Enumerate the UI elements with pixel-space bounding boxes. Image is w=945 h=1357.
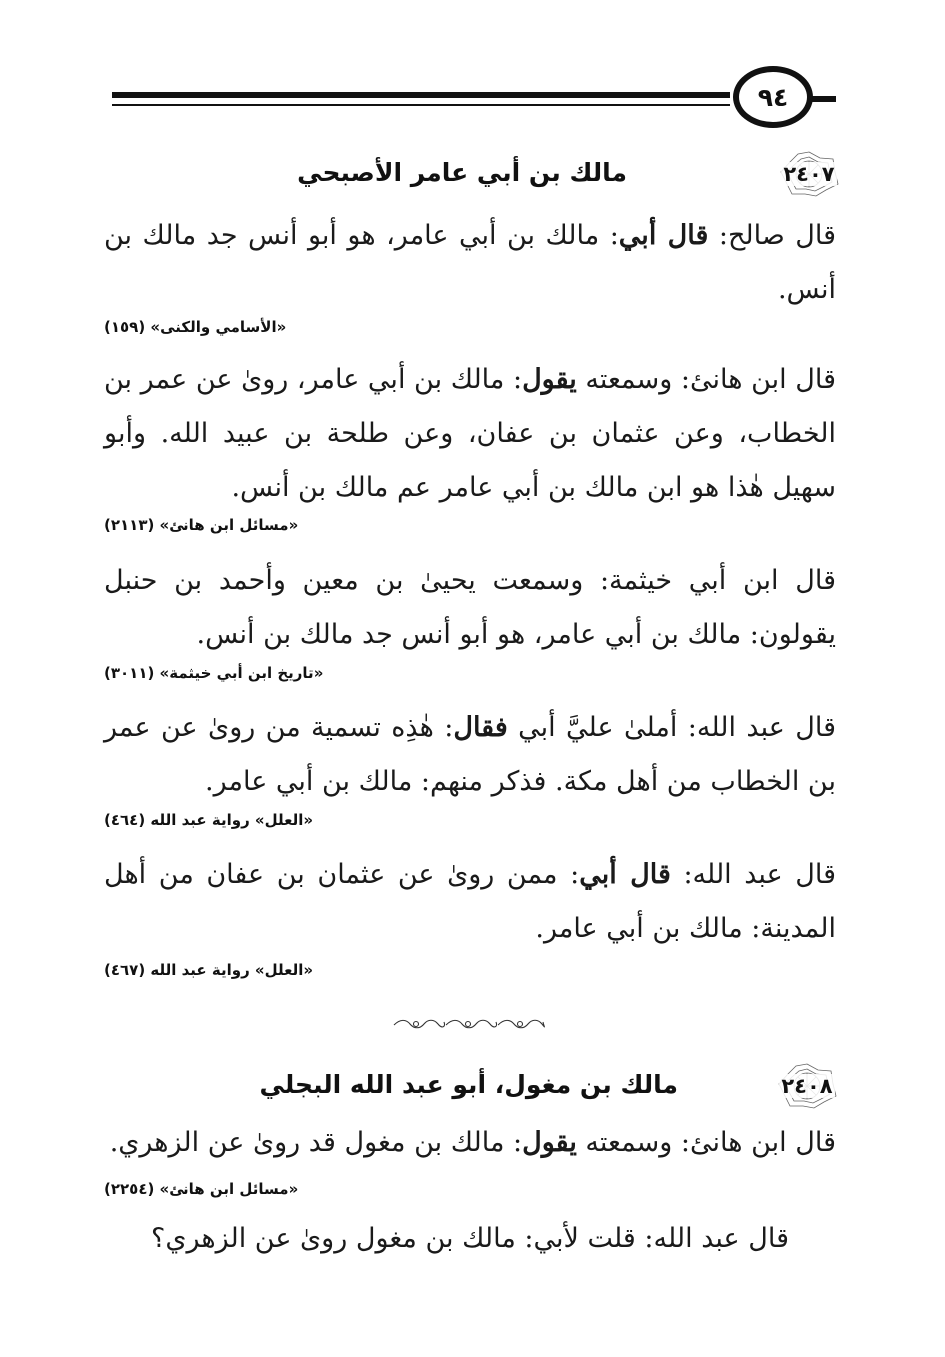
paragraph	[104, 848, 836, 956]
source-reference: «تاريخ ابن أبي خيثمة» (٣٠١١)	[104, 664, 324, 682]
paragraph-text: قال ابن هانئ: وسمعته	[576, 1127, 836, 1158]
paragraph-text: : هٰذِه تسمية من روىٰ عن عمر بن الخطاب من أهل مكة. فذكر منهم: مالك بن أبي عامر.	[104, 712, 836, 797]
paragraph-bold: قال أبي	[579, 859, 671, 890]
paragraph-text: قال صالح:	[708, 220, 836, 251]
entry-number: ٢٤٠٧	[783, 162, 835, 186]
paragraph-text: : مالك بن مغول قد روىٰ عن الزهري.	[109, 1127, 523, 1158]
paragraph-text: قال عبد الله: أملىٰ عليَّ أبي	[507, 712, 836, 743]
paragraph	[104, 1116, 836, 1170]
paragraph	[104, 1212, 836, 1266]
paragraph-text: قال ابن هانئ: وسمعته	[576, 364, 836, 395]
entry-title: مالك بن أبي عامر الأصبحي	[297, 158, 627, 187]
entry-number-badge	[776, 1062, 838, 1110]
paragraph-bold: فقال	[453, 712, 508, 743]
source-reference: «مسائل ابن هانئ» (٢١١٣)	[104, 516, 299, 534]
header-rule	[112, 92, 730, 98]
paragraph	[104, 209, 836, 317]
source-reference: «العلل» رواية عبد الله (٤٦٧)	[104, 961, 314, 979]
entry-title: مالك بن مغول، أبو عبد الله البجلي	[259, 1070, 678, 1099]
paragraph	[104, 554, 836, 662]
paragraph-text: : مالك بن أبي عامر، روىٰ عن عمر بن الخطاب، وعن عثمان بن عفان، وعن طلحة بن عبيد الله. وأبو سهيل هٰذا هو ابن مالك بن أبي عامر عم مالك بن أنس.	[104, 364, 836, 503]
paragraph-text: قال ابن أبي خيثمة: وسمعت يحيىٰ بن معين وأحمد بن حنبل يقولون: مالك بن أبي عامر، هو أبو أنس جد مالك بن أنس.	[104, 565, 836, 650]
paragraph	[104, 701, 836, 809]
paragraph-bold: يقول	[522, 364, 577, 395]
source-reference: «الأسامي والكنى» (١٥٩)	[104, 318, 287, 336]
header-rule-right	[810, 96, 836, 102]
entry-number-badge	[778, 150, 840, 198]
paragraph-bold: قال أبي	[618, 220, 709, 251]
paragraph-text: : ممن روىٰ عن عثمان بن عفان من أهل المدينة: مالك بن أبي عامر.	[104, 859, 836, 944]
paragraph-bold: يقول	[522, 1127, 577, 1158]
paragraph-text: قال عبد الله:	[670, 859, 837, 890]
paragraph-text: قال عبد الله: قلت لأبي: مالك بن مغول روىٰ عن الزهري؟	[150, 1223, 789, 1254]
source-reference: «مسائل ابن هانئ» (٢٢٥٤)	[104, 1180, 299, 1198]
ornament-divider-icon	[392, 1016, 547, 1032]
page-number: ٩٤	[733, 66, 813, 128]
entry-number: ٢٤٠٨	[781, 1074, 833, 1098]
paragraph	[104, 353, 836, 515]
source-reference: «العلل» رواية عبد الله (٤٦٤)	[104, 811, 314, 829]
paragraph-text: : مالك بن أبي عامر، هو أبو أنس جد مالك بن أنس.	[104, 220, 836, 305]
header-rule-thin	[112, 104, 730, 106]
